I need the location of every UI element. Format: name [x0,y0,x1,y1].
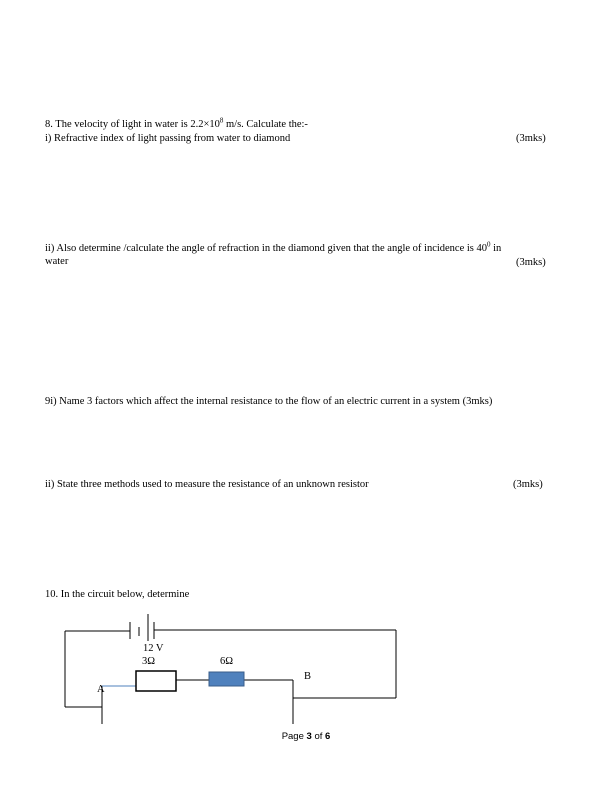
q8-part-ii-exponent: 0 [487,240,491,249]
q8-part-ii-marks: (3mks) [516,257,546,268]
q8-part-i-marks: (3mks) [516,133,546,144]
q8-part-ii [45,240,502,255]
q8-part-ii-b: in [490,243,502,254]
q9-part-ii: ii) State three methods used to measure the resistance of an unknown resistor [45,479,369,490]
footer-of-word: of [311,731,326,742]
q9-part-ii-marks: (3mks) [513,479,543,490]
resistor-6-ohm [209,672,244,686]
resistor-6-ohm-label: 6Ω [220,656,234,667]
q8-part-ii-line2: water [45,256,69,267]
q8-part-i: i) Refractive index of light passing from water to diamond [45,133,291,144]
q8-intro-b: m/s. Calculate the:- [223,119,308,130]
node-b-label: B [304,671,312,682]
q8-intro-exponent: 8 [219,116,224,125]
battery-label: 12 V [143,643,164,654]
q9-part-i: 9i) Name 3 factors which affect the internal resistance to the flow of an electric current in a system (3mks) [45,396,493,407]
footer-page-word: Page [281,731,307,742]
node-a-label: A [97,684,105,695]
footer-page-total: 6 [325,731,331,742]
q8-intro-a: 8. The velocity of light in water is 2.2×10 [45,119,220,130]
resistor-3-ohm [136,671,176,691]
q10-intro: 10. In the circuit below, determine [45,589,190,600]
page-footer [0,731,612,742]
q8-part-ii-a: ii) Also determine /calculate the angle of refraction in the diamond given that the angle of incidence is 40 [45,243,488,254]
q8-intro [45,116,308,131]
footer-page-number: 3 [306,731,312,742]
resistor-3-ohm-label: 3Ω [142,656,156,667]
